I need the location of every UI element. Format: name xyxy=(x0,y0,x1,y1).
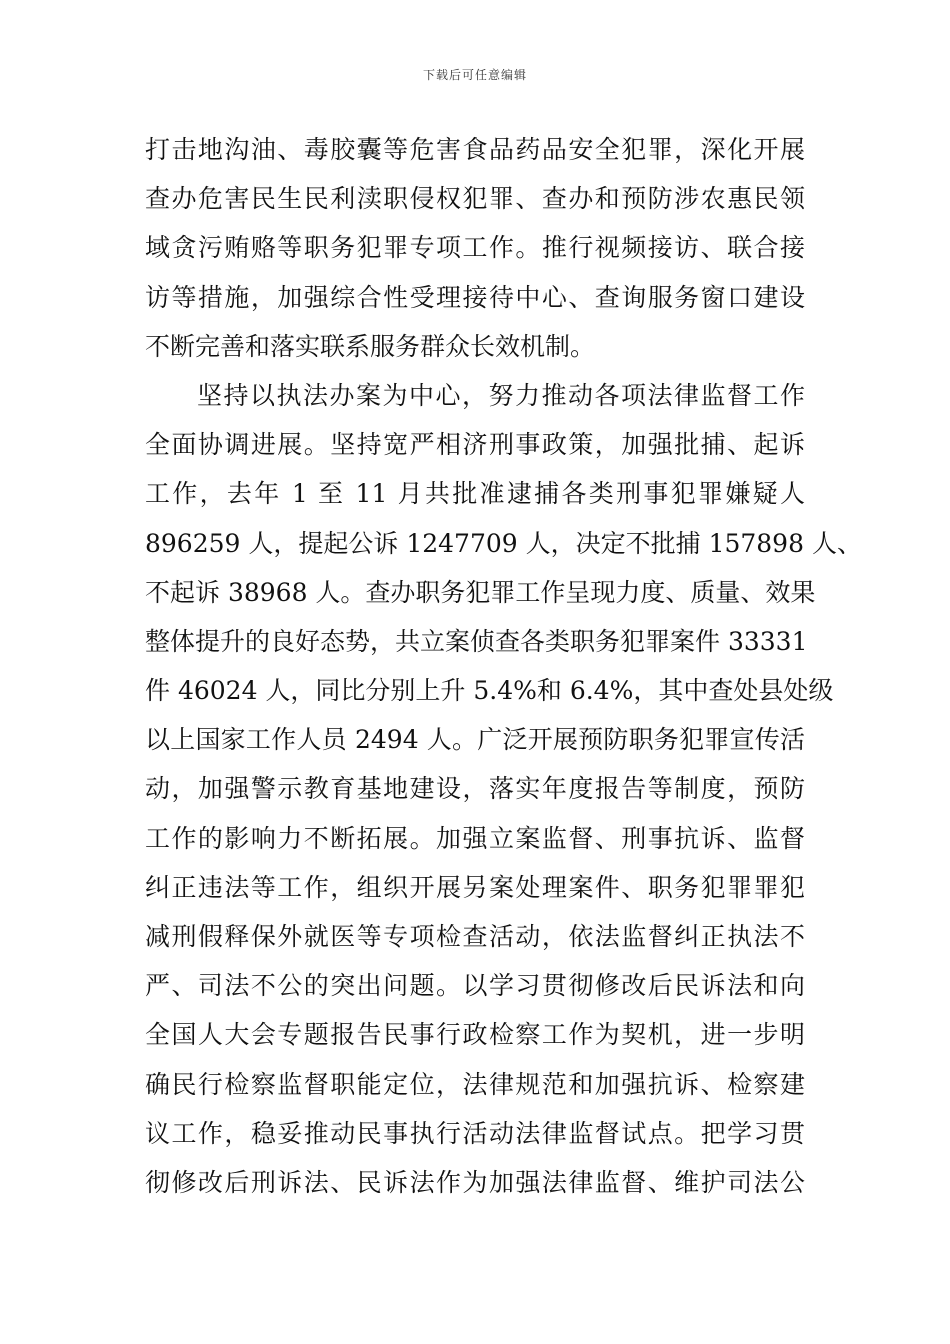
text-line: 确民行检察监督职能定位，法律规范和加强抗诉、检察建 xyxy=(145,1069,805,1099)
document-body xyxy=(145,125,862,1207)
text-line: 严、司法不公的突出问题。以学习贯彻修改后民诉法和向 xyxy=(145,971,805,1001)
text-line: 896259 人，提起公诉 1247709 人，决定不批捕 157898 人、 xyxy=(145,528,862,558)
text-line: 全面协调进展。坚持宽严相济刑事政策，加强批捕、起诉 xyxy=(145,430,805,460)
paragraph-start-line: 坚持以执法办案为中心，努力推动各项法律监督工作 xyxy=(197,380,805,410)
text-line: 查办危害民生民利渎职侵权犯罪、查办和预防涉农惠民领 xyxy=(145,184,805,214)
paragraph-end-line: 不断完善和落实联系服务群众长效机制。 xyxy=(145,331,596,361)
text-line: 打击地沟油、毒胶囊等危害食品药品安全犯罪，深化开展 xyxy=(145,135,805,164)
text-line: 以上国家工作人员 2494 人。广泛开展预防职务犯罪宣传活 xyxy=(145,725,805,755)
page-header: 下载后可任意编辑 xyxy=(422,68,527,82)
text-line: 件 46024 人，同比分别上升 5.4%和 6.4%，其中查处县处级 xyxy=(145,676,834,706)
text-line: 彻修改后刑诉法、民诉法作为加强法律监督、维护司法公 xyxy=(145,1167,805,1197)
text-line: 整体提升的良好态势，共立案侦查各类职务犯罪案件 33331 xyxy=(145,626,808,656)
text-line: 工作，去年 1 至 11 月共批准逮捕各类刑事犯罪嫌疑人 xyxy=(145,479,805,509)
text-line: 减刑假释保外就医等专项检查活动，依法监督纠正执法不 xyxy=(145,922,805,951)
text-line: 域贪污贿赂等职务犯罪专项工作。推行视频接访、联合接 xyxy=(145,233,805,263)
text-line: 访等措施，加强综合性受理接待中心、查询服务窗口建设 xyxy=(145,282,805,312)
text-line: 全国人大会专题报告民事行政检察工作为契机，进一步明 xyxy=(145,1020,805,1050)
text-line: 议工作，稳妥推动民事执行活动法律监督试点。把学习贯 xyxy=(145,1118,805,1148)
text-line: 工作的影响力不断拓展。加强立案监督、刑事抗诉、监督 xyxy=(145,823,805,853)
text-line: 动，加强警示教育基地建设，落实年度报告等制度，预防 xyxy=(145,774,805,804)
text-line: 纠正违法等工作，组织开展另案处理案件、职务犯罪罪犯 xyxy=(145,872,805,902)
text-line: 不起诉 38968 人。查办职务犯罪工作呈现力度、质量、效果 xyxy=(145,577,816,607)
